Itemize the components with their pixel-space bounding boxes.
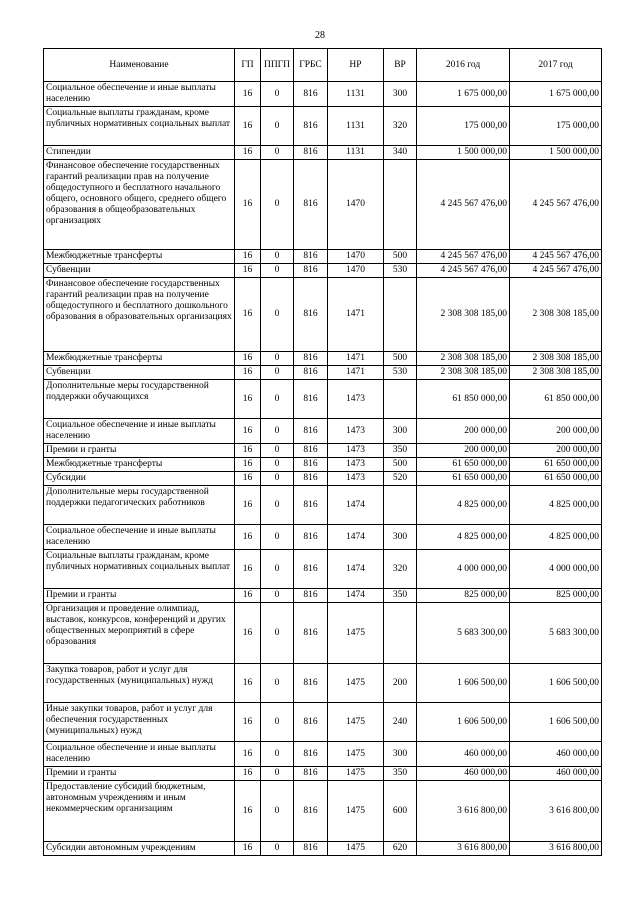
row-grbs: 816 xyxy=(294,419,328,444)
row-ppgp: 0 xyxy=(261,366,294,380)
row-2016: 1 675 000,00 xyxy=(417,82,510,107)
row-2017: 1 675 000,00 xyxy=(510,82,602,107)
row-gp: 16 xyxy=(235,160,261,250)
row-2016: 4 245 567 476,00 xyxy=(417,264,510,278)
row-name: Премии и гранты xyxy=(44,589,235,603)
row-grbs: 816 xyxy=(294,82,328,107)
row-2016: 2 308 308 185,00 xyxy=(417,352,510,366)
row-2016: 4 825 000,00 xyxy=(417,525,510,550)
row-vr xyxy=(384,486,417,525)
row-nr: 1473 xyxy=(328,419,384,444)
row-nr: 1471 xyxy=(328,278,384,352)
row-ppgp: 0 xyxy=(261,742,294,767)
row-name: Финансовое обеспечение государственных гарантий реализации прав на получение общедоступного и бесплатного дошкольного образования в образовательных организациях xyxy=(44,278,235,352)
row-nr: 1473 xyxy=(328,380,384,419)
row-ppgp: 0 xyxy=(261,703,294,742)
row-ppgp: 0 xyxy=(261,458,294,472)
row-vr: 350 xyxy=(384,767,417,781)
table-row xyxy=(44,842,602,856)
row-vr xyxy=(384,160,417,250)
header-2016: 2016 год xyxy=(417,49,510,82)
row-nr: 1475 xyxy=(328,703,384,742)
row-vr: 350 xyxy=(384,444,417,458)
row-2016: 3 616 800,00 xyxy=(417,842,510,856)
row-2017: 4 245 567 476,00 xyxy=(510,250,602,264)
row-vr xyxy=(384,380,417,419)
row-ppgp: 0 xyxy=(261,146,294,160)
row-gp: 16 xyxy=(235,603,261,664)
row-2017: 61 850 000,00 xyxy=(510,380,602,419)
row-vr: 530 xyxy=(384,366,417,380)
row-nr: 1474 xyxy=(328,525,384,550)
table-row xyxy=(44,107,602,146)
table-header-row xyxy=(44,49,602,82)
row-2016: 5 683 300,00 xyxy=(417,603,510,664)
row-vr: 530 xyxy=(384,264,417,278)
row-ppgp: 0 xyxy=(261,352,294,366)
row-2017: 3 616 800,00 xyxy=(510,781,602,842)
row-gp: 16 xyxy=(235,107,261,146)
row-name: Социальное обеспечение и иные выплаты населению xyxy=(44,525,235,550)
row-2016: 61 650 000,00 xyxy=(417,472,510,486)
table-row xyxy=(44,278,602,352)
table-row xyxy=(44,767,602,781)
row-gp: 16 xyxy=(235,352,261,366)
row-gp: 16 xyxy=(235,444,261,458)
row-ppgp: 0 xyxy=(261,472,294,486)
row-ppgp: 0 xyxy=(261,525,294,550)
row-name: Межбюджетные трансферты xyxy=(44,250,235,264)
row-vr: 600 xyxy=(384,781,417,842)
row-grbs: 816 xyxy=(294,472,328,486)
table-row xyxy=(44,486,602,525)
table-row xyxy=(44,250,602,264)
row-ppgp: 0 xyxy=(261,160,294,250)
row-grbs: 816 xyxy=(294,366,328,380)
table-row xyxy=(44,742,602,767)
row-gp: 16 xyxy=(235,380,261,419)
row-grbs: 816 xyxy=(294,107,328,146)
table-row xyxy=(44,366,602,380)
row-nr: 1473 xyxy=(328,458,384,472)
row-vr: 500 xyxy=(384,352,417,366)
row-2016: 61 850 000,00 xyxy=(417,380,510,419)
table-row xyxy=(44,458,602,472)
row-2016: 3 616 800,00 xyxy=(417,781,510,842)
row-name: Премии и гранты xyxy=(44,767,235,781)
row-2017: 4 825 000,00 xyxy=(510,486,602,525)
row-vr xyxy=(384,603,417,664)
row-nr: 1473 xyxy=(328,472,384,486)
row-nr: 1475 xyxy=(328,767,384,781)
row-2016: 2 308 308 185,00 xyxy=(417,278,510,352)
row-grbs: 816 xyxy=(294,842,328,856)
row-name: Социальное обеспечение и иные выплаты населению xyxy=(44,82,235,107)
row-name: Социальные выплаты гражданам, кроме публичных нормативных социальных выплат xyxy=(44,550,235,589)
row-vr: 500 xyxy=(384,458,417,472)
row-grbs: 816 xyxy=(294,781,328,842)
row-grbs: 816 xyxy=(294,603,328,664)
row-vr: 340 xyxy=(384,146,417,160)
row-2016: 200 000,00 xyxy=(417,419,510,444)
row-gp: 16 xyxy=(235,664,261,703)
row-nr: 1131 xyxy=(328,82,384,107)
row-vr: 200 xyxy=(384,664,417,703)
row-grbs: 816 xyxy=(294,160,328,250)
row-grbs: 816 xyxy=(294,444,328,458)
row-gp: 16 xyxy=(235,419,261,444)
row-ppgp: 0 xyxy=(261,264,294,278)
row-2017: 460 000,00 xyxy=(510,742,602,767)
row-name: Социальные выплаты гражданам, кроме публичных нормативных социальных выплат xyxy=(44,107,235,146)
row-2017: 1 500 000,00 xyxy=(510,146,602,160)
row-vr: 520 xyxy=(384,472,417,486)
row-ppgp: 0 xyxy=(261,107,294,146)
table-row xyxy=(44,419,602,444)
table-row xyxy=(44,444,602,458)
row-ppgp: 0 xyxy=(261,486,294,525)
row-grbs: 816 xyxy=(294,486,328,525)
row-name: Субвенции xyxy=(44,366,235,380)
row-2017: 200 000,00 xyxy=(510,419,602,444)
row-grbs: 816 xyxy=(294,703,328,742)
row-ppgp: 0 xyxy=(261,767,294,781)
row-gp: 16 xyxy=(235,550,261,589)
row-2017: 2 308 308 185,00 xyxy=(510,352,602,366)
row-2017: 61 650 000,00 xyxy=(510,458,602,472)
row-2017: 5 683 300,00 xyxy=(510,603,602,664)
row-nr: 1474 xyxy=(328,550,384,589)
table-row xyxy=(44,146,602,160)
budget-table xyxy=(43,48,602,856)
row-grbs: 816 xyxy=(294,264,328,278)
row-vr: 300 xyxy=(384,742,417,767)
header-ppgp: ППГП xyxy=(261,49,294,82)
row-name: Предоставление субсидий бюджетным, автономным учреждениям и иным некоммерческим организациям xyxy=(44,781,235,842)
row-nr: 1475 xyxy=(328,781,384,842)
row-name: Организация и проведение олимпиад, выставок, конкурсов, конференций и других общественных мероприятий в сфере образования xyxy=(44,603,235,664)
row-name: Социальное обеспечение и иные выплаты населению xyxy=(44,419,235,444)
header-nr: НР xyxy=(328,49,384,82)
row-vr: 240 xyxy=(384,703,417,742)
row-gp: 16 xyxy=(235,472,261,486)
row-2017: 175 000,00 xyxy=(510,107,602,146)
row-name: Дополнительные меры государственной поддержки обучающихся xyxy=(44,380,235,419)
row-grbs: 816 xyxy=(294,380,328,419)
row-grbs: 816 xyxy=(294,550,328,589)
row-nr: 1473 xyxy=(328,444,384,458)
row-name: Субсидии автономным учреждениям xyxy=(44,842,235,856)
row-2016: 460 000,00 xyxy=(417,742,510,767)
row-nr: 1474 xyxy=(328,486,384,525)
row-ppgp: 0 xyxy=(261,603,294,664)
row-ppgp: 0 xyxy=(261,781,294,842)
row-gp: 16 xyxy=(235,486,261,525)
row-nr: 1475 xyxy=(328,603,384,664)
row-gp: 16 xyxy=(235,589,261,603)
row-gp: 16 xyxy=(235,458,261,472)
row-ppgp: 0 xyxy=(261,278,294,352)
row-nr: 1470 xyxy=(328,160,384,250)
table-row xyxy=(44,352,602,366)
table-row xyxy=(44,472,602,486)
table-row xyxy=(44,664,602,703)
row-vr: 320 xyxy=(384,107,417,146)
row-2017: 3 616 800,00 xyxy=(510,842,602,856)
table-row xyxy=(44,380,602,419)
row-2016: 460 000,00 xyxy=(417,767,510,781)
row-2016: 1 606 500,00 xyxy=(417,664,510,703)
row-2017: 4 245 567 476,00 xyxy=(510,264,602,278)
row-vr: 300 xyxy=(384,525,417,550)
page-number: 28 xyxy=(315,30,325,41)
table-row xyxy=(44,589,602,603)
row-grbs: 816 xyxy=(294,767,328,781)
row-ppgp: 0 xyxy=(261,550,294,589)
row-nr: 1475 xyxy=(328,742,384,767)
row-ppgp: 0 xyxy=(261,842,294,856)
row-gp: 16 xyxy=(235,767,261,781)
row-gp: 16 xyxy=(235,146,261,160)
row-vr: 620 xyxy=(384,842,417,856)
table-row xyxy=(44,703,602,742)
row-grbs: 816 xyxy=(294,525,328,550)
row-grbs: 816 xyxy=(294,589,328,603)
row-vr xyxy=(384,278,417,352)
row-ppgp: 0 xyxy=(261,444,294,458)
row-nr: 1475 xyxy=(328,664,384,703)
row-2016: 1 500 000,00 xyxy=(417,146,510,160)
row-grbs: 816 xyxy=(294,146,328,160)
row-gp: 16 xyxy=(235,703,261,742)
row-gp: 16 xyxy=(235,366,261,380)
row-name: Закупка товаров, работ и услуг для государственных (муниципальных) нужд xyxy=(44,664,235,703)
row-2016: 4 825 000,00 xyxy=(417,486,510,525)
row-nr: 1470 xyxy=(328,250,384,264)
row-2016: 1 606 500,00 xyxy=(417,703,510,742)
row-2017: 4 825 000,00 xyxy=(510,525,602,550)
row-grbs: 816 xyxy=(294,250,328,264)
row-name: Стипендии xyxy=(44,146,235,160)
row-name: Финансовое обеспечение государственных гарантий реализации прав на получение общедоступного и бесплатного начального общего, основного общего, среднего общего образования в общеобразовательных организациях xyxy=(44,160,235,250)
row-2016: 4 000 000,00 xyxy=(417,550,510,589)
row-name: Межбюджетные трансферты xyxy=(44,352,235,366)
row-vr: 350 xyxy=(384,589,417,603)
header-vr: ВР xyxy=(384,49,417,82)
header-grbs: ГРБС xyxy=(294,49,328,82)
row-vr: 300 xyxy=(384,419,417,444)
table-row xyxy=(44,781,602,842)
row-nr: 1131 xyxy=(328,107,384,146)
row-2016: 825 000,00 xyxy=(417,589,510,603)
row-name: Межбюджетные трансферты xyxy=(44,458,235,472)
row-grbs: 816 xyxy=(294,664,328,703)
row-grbs: 816 xyxy=(294,352,328,366)
row-2017: 4 000 000,00 xyxy=(510,550,602,589)
row-2017: 460 000,00 xyxy=(510,767,602,781)
table-row xyxy=(44,525,602,550)
row-ppgp: 0 xyxy=(261,380,294,419)
row-gp: 16 xyxy=(235,278,261,352)
row-2016: 2 308 308 185,00 xyxy=(417,366,510,380)
row-vr: 320 xyxy=(384,550,417,589)
row-ppgp: 0 xyxy=(261,250,294,264)
row-gp: 16 xyxy=(235,82,261,107)
table-body xyxy=(44,82,602,856)
row-grbs: 816 xyxy=(294,742,328,767)
row-2017: 200 000,00 xyxy=(510,444,602,458)
row-ppgp: 0 xyxy=(261,82,294,107)
row-2017: 825 000,00 xyxy=(510,589,602,603)
row-nr: 1471 xyxy=(328,366,384,380)
row-gp: 16 xyxy=(235,742,261,767)
row-grbs: 816 xyxy=(294,458,328,472)
table-row xyxy=(44,160,602,250)
row-2016: 200 000,00 xyxy=(417,444,510,458)
row-gp: 16 xyxy=(235,264,261,278)
row-ppgp: 0 xyxy=(261,419,294,444)
row-vr: 300 xyxy=(384,82,417,107)
row-2016: 61 650 000,00 xyxy=(417,458,510,472)
row-2016: 175 000,00 xyxy=(417,107,510,146)
row-name: Субвенции xyxy=(44,264,235,278)
row-nr: 1474 xyxy=(328,589,384,603)
header-gp: ГП xyxy=(235,49,261,82)
row-gp: 16 xyxy=(235,842,261,856)
row-nr: 1470 xyxy=(328,264,384,278)
row-2017: 1 606 500,00 xyxy=(510,664,602,703)
row-name: Дополнительные меры государственной поддержки педагогических работников xyxy=(44,486,235,525)
row-2017: 4 245 567 476,00 xyxy=(510,160,602,250)
row-ppgp: 0 xyxy=(261,589,294,603)
row-ppgp: 0 xyxy=(261,664,294,703)
row-gp: 16 xyxy=(235,781,261,842)
row-2017: 2 308 308 185,00 xyxy=(510,366,602,380)
row-name: Социальное обеспечение и иные выплаты населению xyxy=(44,742,235,767)
row-2017: 61 650 000,00 xyxy=(510,472,602,486)
row-nr: 1131 xyxy=(328,146,384,160)
row-2017: 1 606 500,00 xyxy=(510,703,602,742)
row-nr: 1471 xyxy=(328,352,384,366)
row-name: Иные закупки товаров, работ и услуг для обеспечения государственных (муниципальных) нужд xyxy=(44,703,235,742)
row-2016: 4 245 567 476,00 xyxy=(417,250,510,264)
row-gp: 16 xyxy=(235,250,261,264)
table-row xyxy=(44,264,602,278)
row-2017: 2 308 308 185,00 xyxy=(510,278,602,352)
row-nr: 1475 xyxy=(328,842,384,856)
header-2017: 2017 год xyxy=(510,49,602,82)
header-name: Наименование xyxy=(44,49,235,82)
row-grbs: 816 xyxy=(294,278,328,352)
row-2016: 4 245 567 476,00 xyxy=(417,160,510,250)
row-vr: 500 xyxy=(384,250,417,264)
table-row xyxy=(44,603,602,664)
table-row xyxy=(44,550,602,589)
row-gp: 16 xyxy=(235,525,261,550)
row-name: Субсидии xyxy=(44,472,235,486)
table-row xyxy=(44,82,602,107)
row-name: Премии и гранты xyxy=(44,444,235,458)
